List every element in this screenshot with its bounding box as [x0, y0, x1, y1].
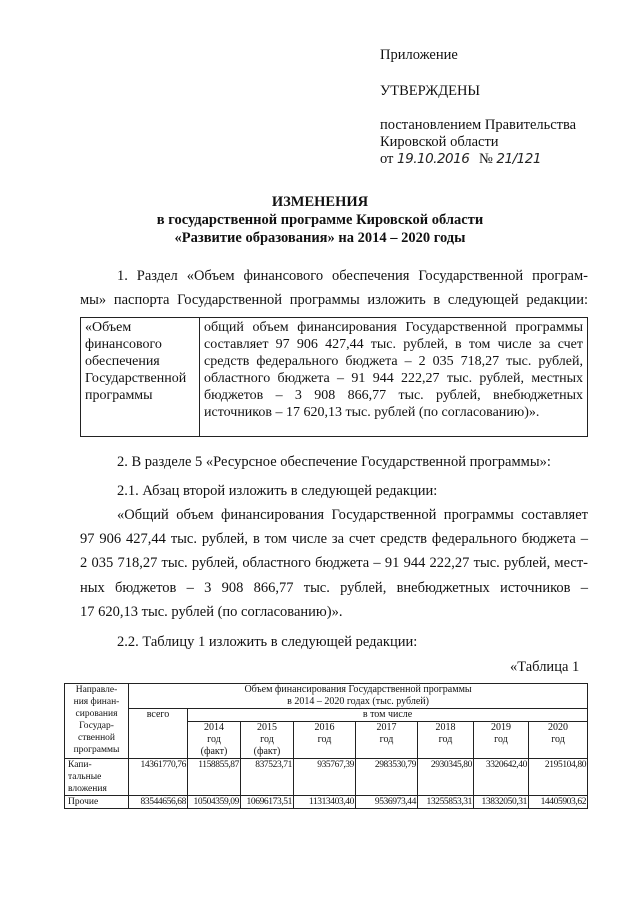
finance-label-cell — [81, 318, 200, 437]
table-header-row — [65, 709, 588, 722]
table-cell: 10504359,09 — [188, 796, 241, 809]
label-line: обеспечения — [85, 354, 160, 369]
approved-label: УТВЕРЖДЕНЫ — [380, 83, 481, 99]
table-cell: 2930345,80 — [418, 759, 474, 796]
incl-header: в том числе — [188, 709, 588, 722]
table-header-row — [65, 684, 588, 709]
year-header: 2015 год (факт) — [241, 722, 294, 759]
table-caption: «Таблица 1 — [510, 659, 580, 675]
finance-text-cell: общий объем финансирования Государственной программы составляет 97 906 427,44 тыс. рублей, в том числе за счет средств федерального бюджета – 2 035 718,27 тыс. рублей, областного бюджета – 91 944 222,27 тыс. рублей, местных бюджетов – 3 908 866,77 тыс. рублей, внебюджетных источников – 17 620,13 тыс. рублей (по согласованию)». — [200, 318, 588, 437]
row-label: Капи- тальные вложения — [65, 759, 129, 796]
number-prefix: № — [478, 151, 493, 167]
table-cell: 13255853,31 — [418, 796, 474, 809]
date-prefix: от — [380, 151, 394, 167]
quote-line-1: «Общий объем финансирования Государственной программы составляет — [117, 507, 588, 523]
resolution-line: постановлением Правительства — [380, 117, 577, 133]
section2-1-paragraph: 2.1. Абзац второй изложить в следующей редакции: — [117, 483, 438, 499]
date-handwritten: 19.10.2016 — [397, 151, 470, 167]
appendix-label: Приложение — [380, 47, 458, 63]
section2-paragraph: 2. В разделе 5 «Ресурсное обеспечение Государственной программы»: — [117, 454, 551, 470]
financing-table — [64, 683, 588, 809]
table-cell: 11313403,40 — [294, 796, 356, 809]
year-header: 2018 год — [418, 722, 474, 759]
year-header: 2020 год — [529, 722, 588, 759]
direction-header: Направле- ния финан- сирования Государ- ственной программы — [65, 684, 129, 759]
label-line: Государственной — [85, 371, 187, 386]
table-cell: 837523,71 — [241, 759, 294, 796]
table-cell: 10696173,51 — [241, 796, 294, 809]
table-cell: 1158855,87 — [188, 759, 241, 796]
section1-line2: мы» паспорта Государственной программы изложить в следующей редакции: — [80, 292, 588, 308]
year-header: 2017 год — [356, 722, 418, 759]
table-cell: 2983530,79 — [356, 759, 418, 796]
table-cell: 3320642,40 — [474, 759, 529, 796]
quote-line-3: 2 035 718,27 тыс. рублей, областного бюджета – 91 944 222,27 тыс. рублей, мест- — [80, 555, 588, 571]
label-line: программы — [85, 388, 153, 403]
total-header: всего — [129, 709, 188, 759]
volume-header: Объем финансирования Государственной программы в 2014 – 2020 годах (тыс. рублей) — [129, 684, 588, 709]
table-row — [81, 318, 588, 437]
table-row — [65, 759, 588, 796]
table-cell: 9536973,44 — [356, 796, 418, 809]
table-row — [65, 796, 588, 809]
quote-line-5: 17 620,13 тыс. рублей (по согласованию)». — [80, 604, 343, 620]
doc-subtitle-1: в государственной программе Кировской области — [156, 212, 484, 228]
table-cell: 935767,39 — [294, 759, 356, 796]
quote-line-4: ных бюджетов – 3 908 866,77 тыс. рублей, внебюджетных источников – — [80, 580, 588, 596]
year-header: 2014 год (факт) — [188, 722, 241, 759]
doc-title: ИЗМЕНЕНИЯ — [271, 194, 369, 210]
number-handwritten: 21/121 — [496, 151, 541, 167]
date-line — [380, 151, 541, 168]
table-cell: 83544656,68 — [129, 796, 188, 809]
table-cell: 13832050,31 — [474, 796, 529, 809]
section1-line1: 1. Раздел «Объем финансового обеспечения Государственной програм- — [117, 268, 588, 284]
table-cell: 14361770,76 — [129, 759, 188, 796]
section2-2-paragraph: 2.2. Таблицу 1 изложить в следующей редакции: — [117, 634, 418, 650]
region-line: Кировской области — [380, 134, 499, 150]
doc-subtitle-2: «Развитие образования» на 2014 – 2020 годы — [174, 230, 466, 246]
row-label: Прочие — [65, 796, 129, 809]
label-line: финансового — [85, 337, 162, 352]
table-cell: 14405903,62 — [529, 796, 588, 809]
label-line: «Объем — [85, 320, 132, 335]
quote-line-2: 97 906 427,44 тыс. рублей, в том числе за счет средств федерального бюджета – — [80, 531, 588, 547]
year-header: 2016 год — [294, 722, 356, 759]
year-header: 2019 год — [474, 722, 529, 759]
finance-passport-table — [80, 317, 588, 437]
table-cell: 2195104,80 — [529, 759, 588, 796]
